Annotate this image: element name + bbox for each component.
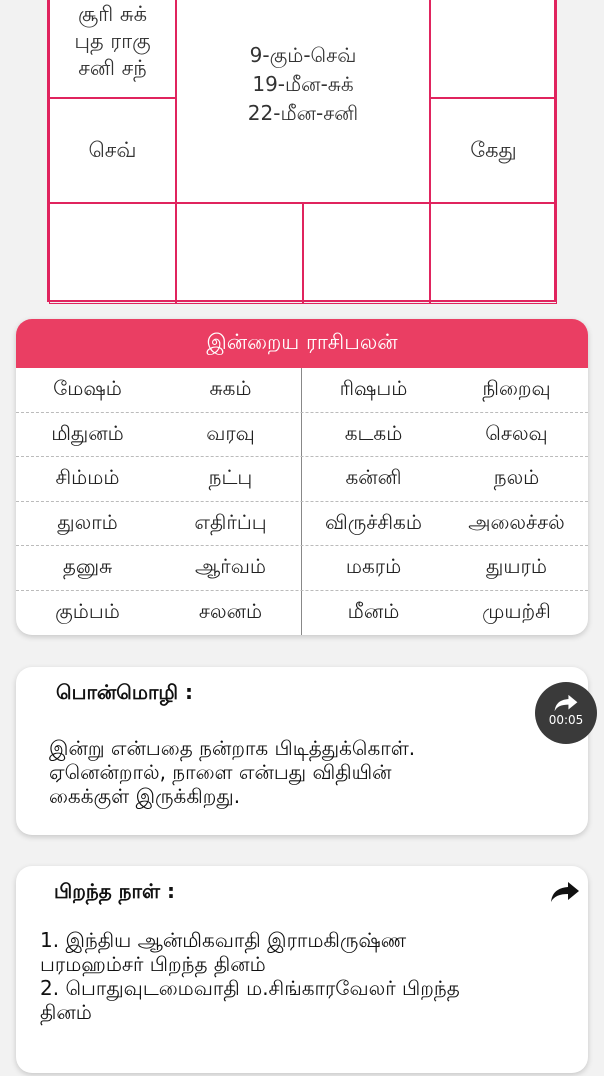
ponmozhi-line: ஏனென்றால், நாளை என்பது விதியின்	[49, 760, 392, 784]
rasi-column-divider	[301, 591, 302, 636]
rasi-palan-card	[16, 319, 588, 635]
rasi-column-divider	[301, 368, 302, 412]
ponmozhi-title: பொன்மொழி :	[56, 680, 194, 704]
rasi-sign: மகரம்	[345, 554, 402, 579]
rasi-column-divider	[301, 457, 302, 501]
rasi-sign: மீனம்	[347, 599, 400, 624]
ponmozhi-line: இன்று என்பதை நன்றாக பிடித்துக்கொள்.	[49, 736, 416, 760]
birthday-line: பரமஹம்சர் பிறந்த தினம்	[40, 952, 266, 976]
ponmozhi-card	[16, 667, 588, 835]
rasi-sign: சிம்மம்	[55, 465, 120, 490]
chart-cell-mid-left: செவ்	[49, 98, 176, 203]
rasi-row	[16, 368, 588, 413]
chart-center-line: 22-மீன-சனி	[247, 101, 359, 125]
chart-center-cell	[176, 0, 430, 203]
rasi-result: சுகம்	[209, 376, 252, 401]
rasi-result: சலனம்	[198, 599, 263, 624]
chart-center-line: 19-மீன-சுக்	[252, 72, 354, 96]
rasi-result: அலைச்சல்	[468, 509, 565, 534]
timer-label: 00:05	[548, 713, 584, 727]
chart-cell-top-left	[49, 0, 176, 98]
rasi-column-divider	[301, 546, 302, 590]
rasi-row	[16, 413, 588, 458]
chart-cell-line: புத ராகு	[74, 29, 151, 53]
rasi-row	[16, 591, 588, 636]
rasi-result: நட்பு	[208, 465, 253, 490]
share-arrow-icon[interactable]	[549, 878, 581, 906]
birthday-text	[40, 928, 460, 1024]
chart-cell-line: சனி சந்	[78, 56, 147, 80]
share-arrow-icon	[553, 693, 579, 713]
rasi-sign: துலாம்	[57, 509, 118, 534]
ponmozhi-line: கைக்குள் இருக்கிறது.	[49, 784, 241, 808]
rasi-result: எதிர்ப்பு	[194, 509, 267, 534]
rasi-result: வரவு	[206, 420, 255, 445]
share-timer-button[interactable]	[535, 682, 597, 744]
chart-center-line: 9-கும்-செவ்	[249, 43, 357, 67]
ponmozhi-text	[49, 736, 415, 808]
chart-cell-top-right	[430, 0, 557, 98]
chart-cell-bottom-1	[49, 203, 176, 304]
chart-cell-bottom-3	[303, 203, 430, 304]
birthday-line: 1. இந்திய ஆன்மிகவாதி இராமகிருஷ்ண	[40, 928, 407, 952]
rasi-column-divider	[301, 502, 302, 546]
horoscope-chart	[47, 0, 556, 302]
rasi-result: முயற்சி	[482, 599, 551, 624]
rasi-row	[16, 546, 588, 591]
rasi-result: நலம்	[493, 465, 540, 490]
chart-cell-bottom-2	[176, 203, 303, 304]
rasi-sign: மிதுனம்	[51, 420, 124, 445]
rasi-result: ஆர்வம்	[195, 554, 266, 579]
birthday-line: தினம்	[40, 1000, 92, 1024]
birthday-title: பிறந்த நாள் :	[54, 879, 175, 903]
birthday-card	[16, 866, 588, 1073]
rasi-result: துயரம்	[486, 554, 547, 579]
rasi-sign: மேஷம்	[53, 376, 122, 401]
rasi-row	[16, 502, 588, 547]
rasi-sign: கும்பம்	[55, 599, 120, 624]
birthday-line: 2. பொதுவுடமைவாதி ம.சிங்காரவேலர் பிறந்த	[40, 976, 460, 1000]
rasi-palan-title: இன்றைய ராசிபலன்	[16, 319, 588, 368]
rasi-result: நிறைவு	[482, 376, 551, 401]
rasi-sign: கடகம்	[344, 420, 403, 445]
rasi-column-divider	[301, 413, 302, 457]
rasi-result: செலவு	[485, 420, 548, 445]
rasi-row	[16, 457, 588, 502]
rasi-palan-table	[16, 368, 588, 635]
rasi-sign: தனுசு	[62, 554, 113, 579]
chart-cell-bottom-4	[430, 203, 557, 304]
chart-cell-line: சூரி சுக்	[77, 2, 148, 26]
chart-cell-mid-right: கேது	[430, 98, 557, 203]
rasi-sign: ரிஷபம்	[339, 376, 408, 401]
rasi-sign: விருச்சிகம்	[325, 509, 422, 534]
rasi-sign: கன்னி	[345, 465, 402, 490]
